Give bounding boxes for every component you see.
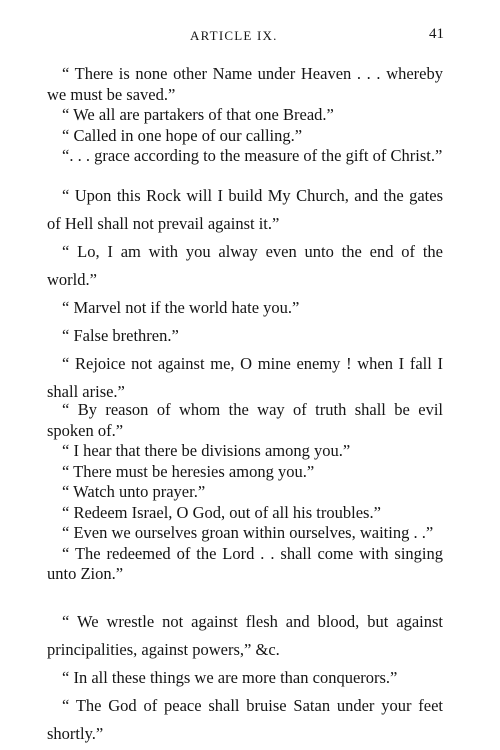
quotation: “ Rejoice not against me, O mine enemy ! when I fall I shall arise.” bbox=[47, 354, 443, 401]
quotation: “ Redeem Israel, O God, out of all his troubles.” bbox=[62, 502, 381, 522]
quotation: “ By reason of whom the way of truth shall be evil spoken of.” bbox=[47, 400, 443, 440]
quotation: “ The redeemed of the Lord . . shall come with singing unto Zion.” bbox=[47, 543, 443, 583]
quotation: “. . . grace according to the measure of the gift of Christ.” bbox=[62, 146, 443, 165]
quotation: “ Upon this Rock will I build My Church, and the gates of Hell shall not prevail against it.” bbox=[47, 186, 443, 233]
quotation: “ There is none other Name under Heaven . . . whereby we must be saved.” bbox=[47, 64, 443, 104]
running-title: ARTICLE IX. bbox=[190, 28, 278, 43]
quotation: “ Watch unto prayer.” bbox=[62, 482, 206, 501]
quotation: “ Marvel not if the world hate you.” bbox=[62, 298, 300, 317]
quotation-group-2 bbox=[47, 182, 443, 406]
quotation: “ We all are partakers of that one Bread.” bbox=[62, 105, 334, 124]
quotation: “ I hear that there be divisions among you.” bbox=[62, 441, 351, 460]
quotation: “ Even we ourselves groan within ourselves, waiting . .” bbox=[62, 523, 434, 542]
quotation: “ We wrestle not against flesh and blood, but against principalities, against powers,” &c. bbox=[47, 612, 443, 659]
quotation: “ False brethren.” bbox=[62, 326, 179, 345]
quotation: “ The God of peace shall bruise Satan under your feet shortly.” bbox=[47, 696, 443, 743]
quotation: “ There must be heresies among you.” bbox=[62, 461, 315, 481]
quotation: “ Lo, I am with you alway even unto the end of the world.” bbox=[47, 242, 443, 289]
page-number: 41 bbox=[429, 26, 444, 42]
quotation-group-3 bbox=[47, 400, 443, 585]
quotation: “ Called in one hope of our calling.” bbox=[62, 125, 303, 145]
quotation-group-1 bbox=[47, 64, 443, 167]
quotation-group-4 bbox=[47, 608, 443, 748]
quotation: “ In all these things we are more than conquerors.” bbox=[62, 668, 398, 687]
running-head bbox=[0, 28, 500, 48]
